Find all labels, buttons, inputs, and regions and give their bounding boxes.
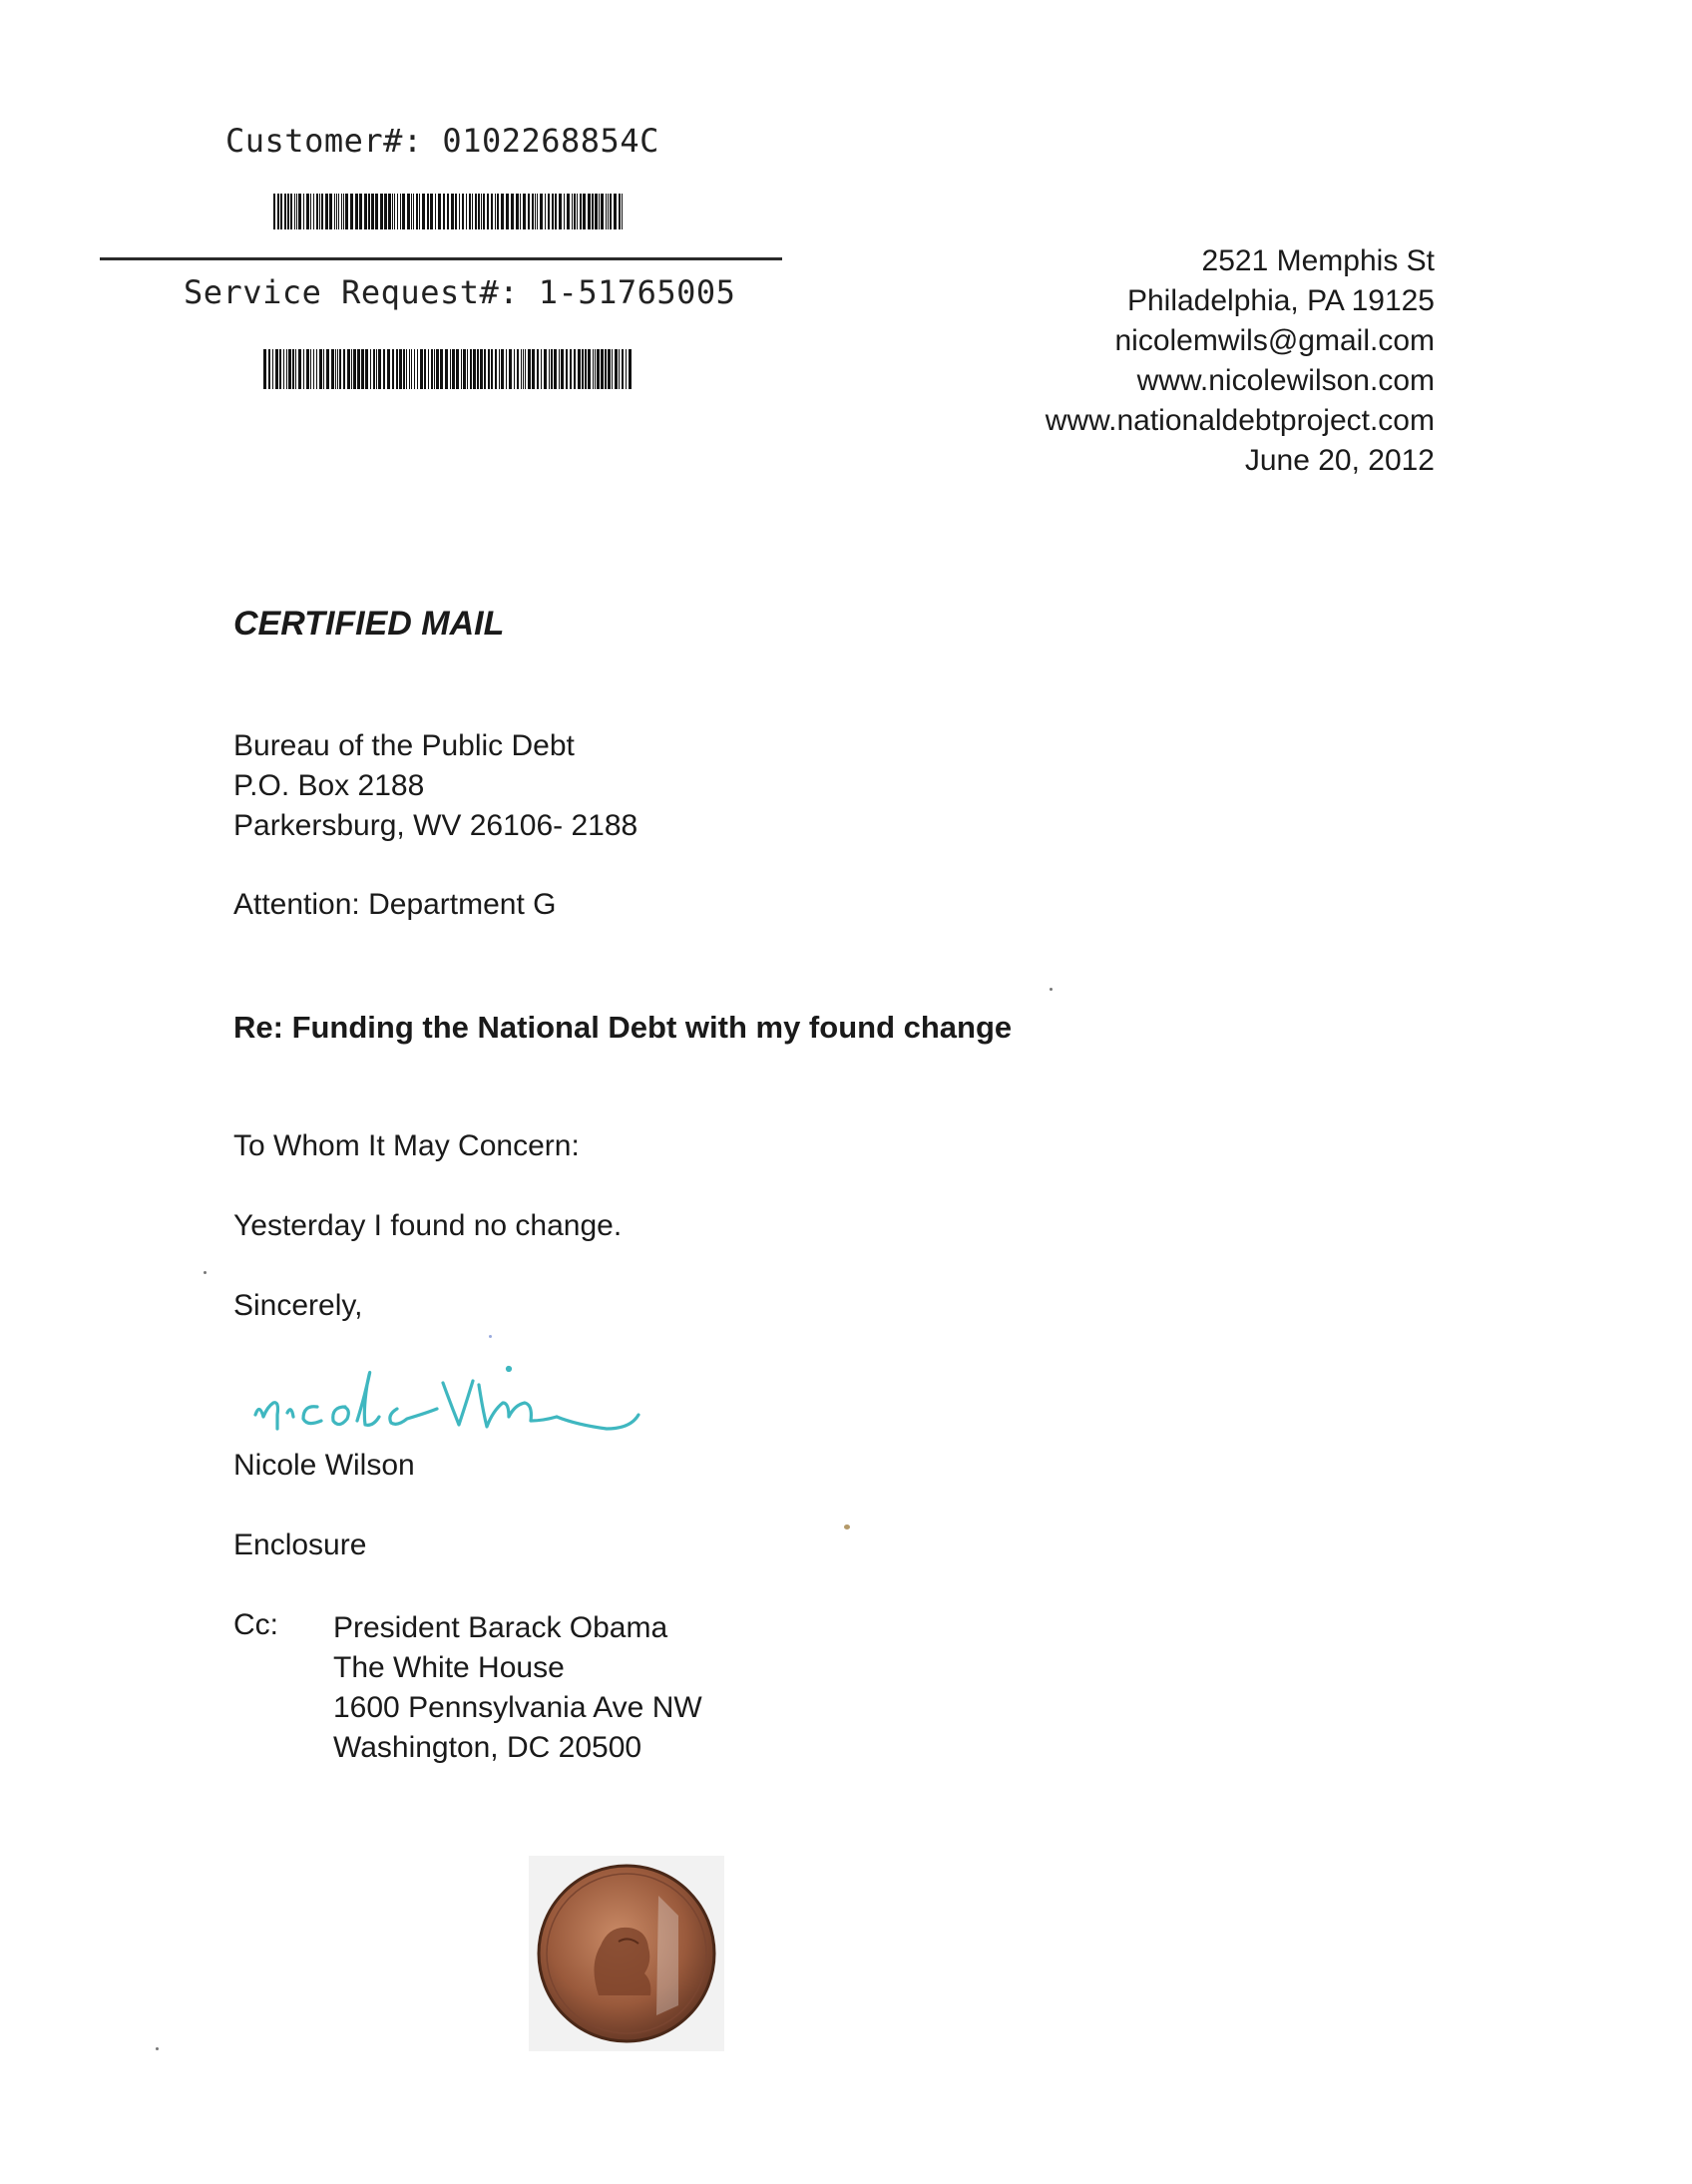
barcode-bar bbox=[601, 349, 604, 389]
barcode-bar bbox=[407, 194, 410, 229]
barcode-bar bbox=[487, 194, 489, 229]
sender-email: nicolemwils@gmail.com bbox=[1114, 324, 1435, 357]
barcode-bar bbox=[615, 349, 618, 389]
barcode-bar bbox=[473, 349, 476, 389]
barcode-bar bbox=[583, 194, 586, 229]
barcode-bar bbox=[283, 349, 284, 389]
barcode-bar bbox=[286, 349, 287, 389]
barcode-bar bbox=[431, 349, 433, 389]
recipient-name: Bureau of the Public Debt bbox=[233, 729, 575, 762]
barcode-bar bbox=[343, 349, 345, 389]
barcode-bar bbox=[434, 349, 435, 389]
service-request-barcode bbox=[263, 349, 634, 389]
letter-body: Yesterday I found no change. bbox=[233, 1209, 623, 1242]
barcode-bar bbox=[353, 349, 356, 389]
barcode-bar bbox=[411, 349, 412, 389]
barcode-bar bbox=[355, 194, 358, 229]
barcode-bar bbox=[452, 349, 455, 389]
barcode-bar bbox=[572, 194, 573, 229]
scan-speck bbox=[156, 2047, 159, 2050]
barcode-bar bbox=[357, 349, 360, 389]
barcode-bar bbox=[629, 349, 632, 389]
barcode-bar bbox=[313, 194, 314, 229]
barcode-bar bbox=[370, 349, 371, 389]
barcode-bar bbox=[399, 349, 402, 389]
barcode-bar bbox=[523, 194, 526, 229]
barcode-bar bbox=[626, 349, 627, 389]
letter-date: June 20, 2012 bbox=[1244, 444, 1435, 477]
barcode-bar bbox=[614, 194, 617, 229]
barcode-bar bbox=[540, 194, 543, 229]
barcode-bar bbox=[523, 349, 524, 389]
barcode-bar bbox=[483, 194, 485, 229]
barcode-bar bbox=[388, 194, 391, 229]
barcode-bar bbox=[331, 349, 334, 389]
barcode-bar bbox=[414, 349, 415, 389]
barcode-bar bbox=[430, 194, 433, 229]
barcode-bar bbox=[323, 349, 324, 389]
barcode-bar bbox=[402, 194, 405, 229]
barcode-bar bbox=[463, 349, 466, 389]
barcode-bar bbox=[622, 349, 624, 389]
barcode-bar bbox=[472, 194, 473, 229]
barcode-bar bbox=[413, 194, 414, 229]
barcode-bar bbox=[334, 194, 335, 229]
service-request-line bbox=[184, 273, 735, 311]
barcode-bar bbox=[396, 349, 398, 389]
barcode-bar bbox=[435, 194, 436, 229]
sender-project-website: www.nationaldebtproject.com bbox=[1045, 404, 1435, 437]
enclosure-note: Enclosure bbox=[233, 1529, 367, 1561]
barcode-bar bbox=[499, 349, 500, 389]
recipient-city: Parkersburg, WV 26106- 2188 bbox=[233, 809, 638, 842]
barcode-bar bbox=[321, 194, 323, 229]
barcode-bar bbox=[343, 194, 344, 229]
cc-organization: The White House bbox=[333, 1651, 565, 1684]
certified-mail-heading: CERTIFIED MAIL bbox=[233, 605, 505, 643]
barcode-bar bbox=[326, 349, 329, 389]
barcode-bar bbox=[419, 194, 420, 229]
barcode-bar bbox=[466, 194, 467, 229]
barcode-bar bbox=[552, 194, 554, 229]
barcode-bar bbox=[316, 194, 318, 229]
barcode-bar bbox=[467, 349, 468, 389]
barcode-bar bbox=[608, 349, 611, 389]
barcode-bar bbox=[511, 194, 514, 229]
barcode-bar bbox=[443, 194, 445, 229]
barcode-bar bbox=[378, 349, 381, 389]
barcode-bar bbox=[335, 349, 336, 389]
barcode-bar bbox=[537, 194, 538, 229]
barcode-bar bbox=[436, 349, 439, 389]
barcode-bar bbox=[480, 349, 483, 389]
barcode-bar bbox=[588, 349, 591, 389]
barcode-bar bbox=[577, 194, 578, 229]
sender-website: www.nicolewilson.com bbox=[1136, 364, 1435, 397]
barcode-bar bbox=[578, 349, 581, 389]
scan-speck bbox=[1050, 988, 1053, 991]
barcode-bar bbox=[394, 194, 395, 229]
salutation: To Whom It May Concern: bbox=[233, 1129, 580, 1162]
barcode-bar bbox=[275, 349, 278, 389]
sender-address bbox=[1046, 241, 1435, 481]
barcode-bar bbox=[371, 194, 374, 229]
barcode-bar bbox=[416, 194, 418, 229]
barcode-bar bbox=[461, 349, 462, 389]
barcode-bar bbox=[528, 349, 531, 389]
barcode-bar bbox=[470, 349, 472, 389]
barcode-bar bbox=[392, 349, 394, 389]
barcode-bar bbox=[532, 194, 534, 229]
barcode-bar bbox=[516, 194, 519, 229]
barcode-bar bbox=[564, 194, 565, 229]
barcode-bar bbox=[456, 349, 459, 389]
closing: Sincerely, bbox=[233, 1289, 363, 1322]
barcode-bar bbox=[559, 349, 560, 389]
barcode-bar bbox=[319, 349, 322, 389]
barcode-bar bbox=[491, 194, 493, 229]
barcode-bar bbox=[336, 194, 337, 229]
barcode-bar bbox=[310, 349, 311, 389]
barcode-bar bbox=[484, 349, 486, 389]
barcode-bar bbox=[610, 194, 612, 229]
barcode-bar bbox=[298, 349, 301, 389]
barcode-bar bbox=[501, 349, 504, 389]
barcode-bar bbox=[520, 194, 521, 229]
barcode-bar bbox=[284, 194, 286, 229]
scan-speck bbox=[204, 1271, 207, 1274]
barcode-bar bbox=[345, 194, 348, 229]
barcode-bar bbox=[397, 194, 398, 229]
barcode-bar bbox=[612, 349, 613, 389]
barcode-bar bbox=[337, 349, 338, 389]
barcode-bar bbox=[570, 349, 572, 389]
barcode-bar bbox=[380, 194, 383, 229]
attention-line: Attention: Department G bbox=[233, 888, 557, 921]
barcode-bar bbox=[325, 194, 328, 229]
barcode-bar bbox=[447, 194, 449, 229]
barcode-bar bbox=[514, 349, 515, 389]
barcode-bar bbox=[310, 194, 311, 229]
barcode-bar bbox=[403, 349, 405, 389]
barcode-bar bbox=[509, 349, 512, 389]
barcode-bar bbox=[406, 349, 407, 389]
cc-street: 1600 Pennsylvania Ave NW bbox=[333, 1691, 702, 1724]
barcode-bar bbox=[481, 194, 482, 229]
barcode-bar bbox=[605, 349, 607, 389]
barcode-bar bbox=[532, 349, 535, 389]
barcode-bar bbox=[595, 349, 596, 389]
service-label: Service Request#: bbox=[184, 273, 520, 311]
barcode-bar bbox=[384, 194, 387, 229]
subject-line: Re: Funding the National Debt with my found change bbox=[233, 1010, 1013, 1045]
barcode-bar bbox=[535, 194, 536, 229]
cc-recipient bbox=[333, 1608, 702, 1768]
customer-number-line bbox=[225, 122, 659, 160]
barcode-bar bbox=[566, 349, 568, 389]
barcode-bar bbox=[387, 349, 390, 389]
barcode-bar bbox=[554, 349, 557, 389]
barcode-bar bbox=[555, 194, 557, 229]
barcode-bar bbox=[506, 194, 509, 229]
barcode-bar bbox=[622, 194, 623, 229]
barcode-bar bbox=[298, 194, 301, 229]
barcode-bar bbox=[561, 349, 564, 389]
header-divider bbox=[100, 257, 782, 260]
barcode-bar bbox=[559, 194, 562, 229]
barcode-bar bbox=[528, 194, 530, 229]
barcode-bar bbox=[495, 194, 496, 229]
penny-image bbox=[529, 1856, 724, 2051]
scan-speck bbox=[489, 1335, 492, 1338]
barcode-bar bbox=[273, 194, 275, 229]
barcode-bar bbox=[501, 194, 504, 229]
barcode-bar bbox=[313, 349, 314, 389]
barcode-bar bbox=[585, 349, 587, 389]
barcode-bar bbox=[280, 194, 282, 229]
customer-barcode bbox=[273, 194, 623, 229]
barcode-bar bbox=[392, 194, 393, 229]
barcode-bar bbox=[368, 194, 370, 229]
barcode-bar bbox=[537, 349, 539, 389]
recipient-po-box: P.O. Box 2188 bbox=[233, 769, 425, 802]
barcode-bar bbox=[383, 349, 385, 389]
barcode-bar bbox=[544, 349, 547, 389]
barcode-bar bbox=[497, 194, 499, 229]
barcode-bar bbox=[549, 349, 550, 389]
cc-label: Cc: bbox=[233, 1608, 278, 1641]
barcode-bar bbox=[462, 194, 464, 229]
barcode-bar bbox=[619, 194, 621, 229]
barcode-bar bbox=[306, 194, 309, 229]
barcode-bar bbox=[475, 194, 477, 229]
barcode-bar bbox=[440, 349, 443, 389]
barcode-bar bbox=[574, 194, 576, 229]
barcode-bar bbox=[477, 349, 479, 389]
barcode-bar bbox=[597, 349, 600, 389]
barcode-bar bbox=[422, 194, 425, 229]
barcode-bar bbox=[574, 349, 576, 389]
barcode-bar bbox=[445, 349, 448, 389]
recipient-address bbox=[233, 726, 637, 846]
barcode-bar bbox=[420, 349, 423, 389]
barcode-bar bbox=[303, 194, 304, 229]
barcode-bar bbox=[541, 349, 542, 389]
barcode-bar bbox=[341, 194, 342, 229]
barcode-bar bbox=[319, 194, 320, 229]
barcode-bar bbox=[338, 194, 339, 229]
barcode-bar bbox=[455, 194, 457, 229]
barcode-bar bbox=[296, 194, 297, 229]
customer-label: Customer#: bbox=[225, 122, 423, 160]
barcode-bar bbox=[450, 349, 451, 389]
sender-name: Nicole Wilson bbox=[233, 1449, 415, 1482]
barcode-bar bbox=[411, 194, 412, 229]
barcode-bar bbox=[376, 349, 377, 389]
barcode-bar bbox=[361, 349, 364, 389]
scan-speck bbox=[844, 1525, 850, 1529]
barcode-bar bbox=[279, 349, 281, 389]
barcode-bar bbox=[582, 349, 584, 389]
barcode-bar bbox=[427, 194, 429, 229]
barcode-bar bbox=[506, 349, 507, 389]
barcode-bar bbox=[469, 194, 471, 229]
barcode-bar bbox=[491, 349, 493, 389]
barcode-bar bbox=[290, 194, 292, 229]
barcode-bar bbox=[580, 194, 582, 229]
cc-name: President Barack Obama bbox=[333, 1611, 668, 1644]
barcode-bar bbox=[268, 349, 270, 389]
service-number: 1-51765005 bbox=[538, 273, 736, 311]
barcode-bar bbox=[277, 194, 279, 229]
barcode-bar bbox=[263, 349, 266, 389]
barcode-bar bbox=[272, 349, 273, 389]
sender-street: 2521 Memphis St bbox=[1201, 244, 1435, 277]
barcode-bar bbox=[316, 349, 317, 389]
barcode-bar bbox=[495, 349, 497, 389]
barcode-bar bbox=[294, 194, 295, 229]
barcode-bar bbox=[359, 194, 362, 229]
barcode-bar bbox=[417, 349, 418, 389]
barcode-bar bbox=[459, 194, 460, 229]
customer-number: 0102268854C bbox=[442, 122, 659, 160]
barcode-bar bbox=[551, 349, 553, 389]
barcode-bar bbox=[478, 194, 480, 229]
barcode-bar bbox=[364, 194, 367, 229]
barcode-bar bbox=[525, 349, 526, 389]
barcode-bar bbox=[329, 194, 332, 229]
barcode-bar bbox=[545, 194, 546, 229]
barcode-bar bbox=[592, 194, 594, 229]
barcode-bar bbox=[288, 349, 291, 389]
barcode-bar bbox=[608, 194, 609, 229]
cc-city: Washington, DC 20500 bbox=[333, 1731, 642, 1764]
barcode-bar bbox=[451, 194, 454, 229]
barcode-bar bbox=[373, 349, 375, 389]
barcode-bar bbox=[606, 194, 607, 229]
barcode-bar bbox=[351, 349, 352, 389]
barcode-bar bbox=[287, 194, 289, 229]
barcode-bar bbox=[375, 194, 378, 229]
barcode-bar bbox=[521, 349, 522, 389]
barcode-bar bbox=[400, 194, 401, 229]
barcode-bar bbox=[599, 194, 600, 229]
barcode-bar bbox=[306, 349, 309, 389]
barcode-bar bbox=[347, 349, 350, 389]
barcode-bar bbox=[365, 349, 368, 389]
barcode-bar bbox=[339, 349, 341, 389]
barcode-bar bbox=[292, 349, 294, 389]
barcode-bar bbox=[593, 349, 594, 389]
barcode-bar bbox=[428, 349, 429, 389]
barcode-bar bbox=[619, 349, 620, 389]
barcode-bar bbox=[567, 194, 570, 229]
barcode-bar bbox=[303, 349, 304, 389]
barcode-bar bbox=[588, 194, 591, 229]
barcode-bar bbox=[601, 194, 604, 229]
sender-city: Philadelphia, PA 19125 bbox=[1126, 284, 1435, 317]
barcode-bar bbox=[595, 194, 598, 229]
barcode-bar bbox=[350, 194, 353, 229]
barcode-bar bbox=[409, 349, 410, 389]
barcode-bar bbox=[548, 194, 550, 229]
barcode-bar bbox=[517, 349, 519, 389]
barcode-bar bbox=[438, 194, 441, 229]
barcode-bar bbox=[424, 349, 426, 389]
barcode-bar bbox=[295, 349, 296, 389]
barcode-bar bbox=[488, 349, 490, 389]
